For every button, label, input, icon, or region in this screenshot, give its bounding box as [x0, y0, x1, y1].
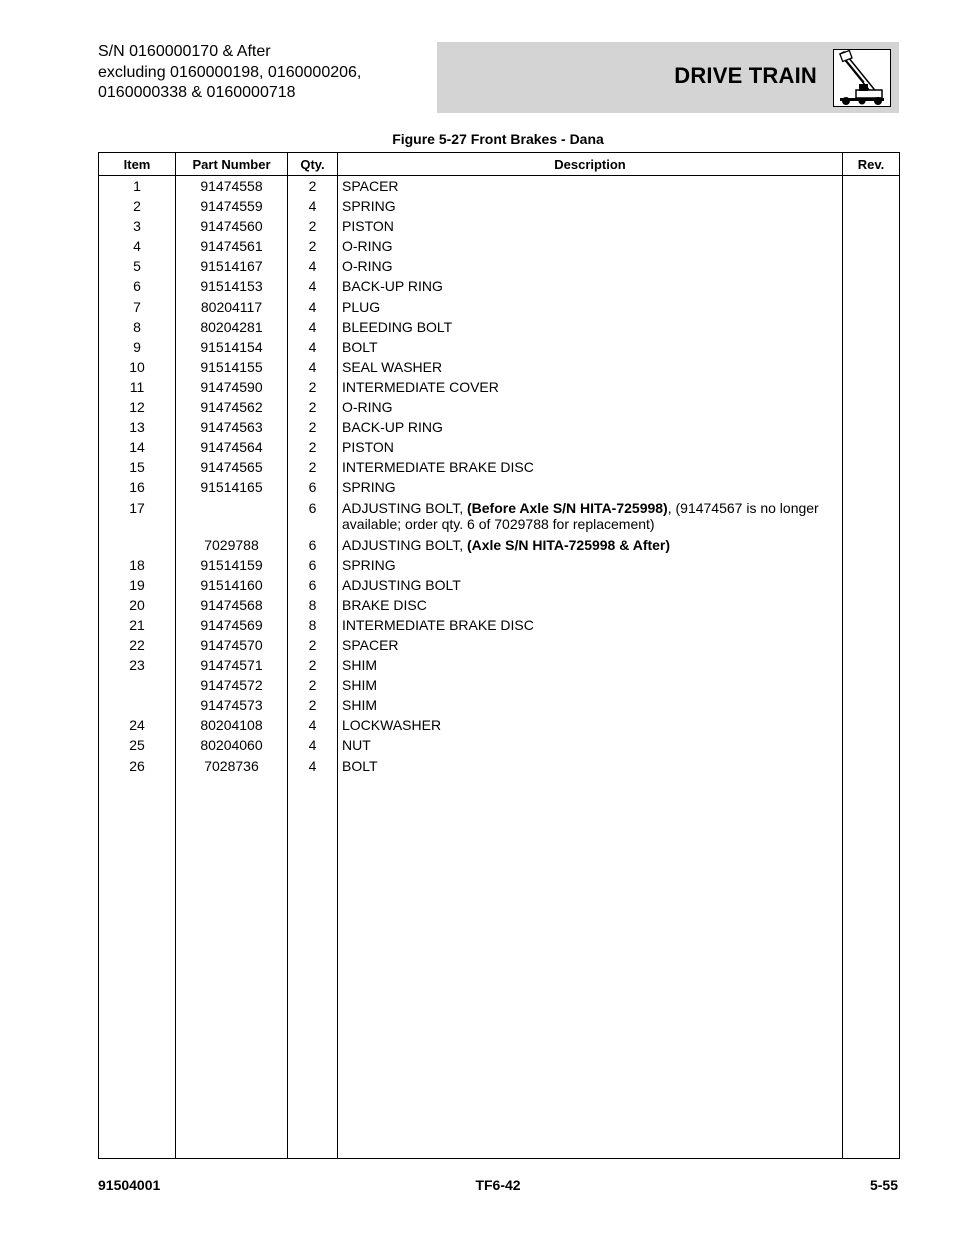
item-cell: 18 — [99, 557, 176, 577]
part-number-cell: 91474563 — [176, 419, 288, 439]
description-cell — [338, 697, 843, 717]
rev-cell — [843, 557, 900, 577]
description-text: INTERMEDIATE COVER — [342, 378, 499, 395]
footer-manual-number: 91504001 — [98, 1177, 161, 1193]
table-row — [99, 339, 900, 359]
part-number-cell: 91514155 — [176, 359, 288, 379]
section-header — [437, 42, 899, 113]
rev-cell — [843, 677, 900, 697]
item-cell: 23 — [99, 657, 176, 677]
table-row — [99, 717, 900, 737]
item-cell: 9 — [99, 339, 176, 359]
description-cell — [338, 657, 843, 677]
description-bold-text: (Before Axle S/N HITA-725998) — [466, 499, 668, 516]
part-number-cell: 91474573 — [176, 697, 288, 717]
description-text: SHIM — [342, 697, 377, 714]
part-number-cell: 80204108 — [176, 717, 288, 737]
qty-cell: 2 — [288, 439, 338, 459]
rev-cell — [843, 278, 900, 298]
item-cell: 16 — [99, 479, 176, 499]
part-number-cell — [176, 500, 288, 537]
rev-cell — [843, 339, 900, 359]
rev-cell — [843, 758, 900, 778]
table-row — [99, 299, 900, 319]
part-number-cell: 91474572 — [176, 677, 288, 697]
part-number-cell: 91474565 — [176, 459, 288, 479]
rev-cell — [843, 359, 900, 379]
part-number-cell: 91514160 — [176, 577, 288, 597]
item-cell: 6 — [99, 278, 176, 298]
description-cell — [338, 176, 843, 199]
description-cell — [338, 737, 843, 757]
column-header-qty: Qty. — [288, 153, 338, 176]
description-cell — [338, 577, 843, 597]
description-cell — [338, 319, 843, 339]
description-text: PLUG — [342, 298, 381, 315]
part-number-cell: 91474569 — [176, 617, 288, 637]
table-row — [99, 359, 900, 379]
description-text: O-RING — [342, 399, 393, 416]
item-cell: 1 — [99, 176, 176, 199]
part-number-cell: 91514165 — [176, 479, 288, 499]
item-cell: 2 — [99, 198, 176, 218]
boom-lift-icon — [833, 49, 891, 107]
qty-cell: 6 — [288, 577, 338, 597]
table-header-row — [99, 153, 900, 176]
qty-cell: 4 — [288, 758, 338, 778]
description-cell — [338, 479, 843, 499]
description-cell — [338, 379, 843, 399]
item-cell: 25 — [99, 737, 176, 757]
table-row — [99, 198, 900, 218]
item-cell — [99, 537, 176, 557]
description-text: LOCKWASHER — [342, 717, 442, 734]
qty-cell: 8 — [288, 617, 338, 637]
parts-table-body — [99, 176, 900, 1159]
item-cell: 4 — [99, 238, 176, 258]
table-row — [99, 176, 900, 199]
rev-cell — [843, 657, 900, 677]
item-cell — [99, 677, 176, 697]
qty-cell: 4 — [288, 278, 338, 298]
part-number-cell: 7028736 — [176, 758, 288, 778]
description-cell — [338, 537, 843, 557]
description-cell — [338, 597, 843, 617]
table-row — [99, 758, 900, 778]
item-cell: 10 — [99, 359, 176, 379]
rev-cell — [843, 597, 900, 617]
qty-cell: 4 — [288, 258, 338, 278]
column-header-rev: Rev. — [843, 153, 900, 176]
item-cell: 21 — [99, 617, 176, 637]
description-text: , (91474567 is no longer available; order qty. 6 of 7029788 for replacement) — [342, 499, 819, 532]
item-cell: 26 — [99, 758, 176, 778]
part-number-cell: 91474590 — [176, 379, 288, 399]
description-bold-text: (Axle S/N HITA-725998 & After) — [466, 536, 671, 553]
description-text: SPRING — [342, 479, 396, 496]
description-cell — [338, 339, 843, 359]
description-text: PISTON — [342, 439, 394, 456]
empty-cell — [288, 778, 338, 1159]
description-cell — [338, 758, 843, 778]
qty-cell: 6 — [288, 479, 338, 499]
part-number-cell: 80204281 — [176, 319, 288, 339]
qty-cell: 4 — [288, 737, 338, 757]
item-cell: 11 — [99, 379, 176, 399]
column-header-part-number: Part Number — [176, 153, 288, 176]
rev-cell — [843, 697, 900, 717]
item-cell: 5 — [99, 258, 176, 278]
rev-cell — [843, 319, 900, 339]
description-text: SPRING — [342, 556, 396, 573]
table-row — [99, 319, 900, 339]
qty-cell: 2 — [288, 238, 338, 258]
rev-cell — [843, 537, 900, 557]
table-row — [99, 597, 900, 617]
part-number-cell: 91514167 — [176, 258, 288, 278]
rev-cell — [843, 500, 900, 537]
description-text: SEAL WASHER — [342, 358, 443, 375]
description-text: ADJUSTING BOLT — [342, 576, 461, 593]
qty-cell: 4 — [288, 299, 338, 319]
part-number-cell: 91474564 — [176, 439, 288, 459]
column-header-description: Description — [338, 153, 843, 176]
rev-cell — [843, 439, 900, 459]
description-text: SPACER — [342, 178, 399, 194]
qty-cell: 4 — [288, 359, 338, 379]
part-number-cell: 91474568 — [176, 597, 288, 617]
qty-cell: 2 — [288, 399, 338, 419]
item-cell: 13 — [99, 419, 176, 439]
rev-cell — [843, 198, 900, 218]
item-cell: 24 — [99, 717, 176, 737]
table-row — [99, 557, 900, 577]
item-cell: 17 — [99, 500, 176, 537]
description-text: O-RING — [342, 238, 393, 255]
qty-cell: 6 — [288, 557, 338, 577]
table-row — [99, 439, 900, 459]
parts-table — [98, 152, 900, 1159]
table-row — [99, 479, 900, 499]
empty-cell — [338, 778, 843, 1159]
item-cell: 20 — [99, 597, 176, 617]
description-text: BRAKE DISC — [342, 596, 427, 613]
qty-cell: 2 — [288, 459, 338, 479]
serial-line: excluding 0160000198, 0160000206, — [98, 63, 362, 81]
table-row — [99, 459, 900, 479]
description-cell — [338, 419, 843, 439]
qty-cell: 2 — [288, 218, 338, 238]
description-cell — [338, 617, 843, 637]
qty-cell: 4 — [288, 339, 338, 359]
qty-cell: 6 — [288, 500, 338, 537]
table-row — [99, 238, 900, 258]
item-cell: 3 — [99, 218, 176, 238]
description-text: SHIM — [342, 657, 377, 674]
table-row — [99, 537, 900, 557]
part-number-cell: 91474570 — [176, 637, 288, 657]
description-text: BACK-UP RING — [342, 278, 443, 295]
item-cell: 19 — [99, 577, 176, 597]
description-cell — [338, 459, 843, 479]
part-number-cell: 91514159 — [176, 557, 288, 577]
description-text: SPRING — [342, 198, 396, 215]
qty-cell: 6 — [288, 537, 338, 557]
qty-cell: 2 — [288, 176, 338, 199]
rev-cell — [843, 218, 900, 238]
qty-cell: 2 — [288, 637, 338, 657]
description-cell — [338, 238, 843, 258]
part-number-cell: 80204060 — [176, 737, 288, 757]
description-cell — [338, 218, 843, 238]
table-row — [99, 399, 900, 419]
rev-cell — [843, 379, 900, 399]
description-cell — [338, 278, 843, 298]
rev-cell — [843, 479, 900, 499]
description-cell — [338, 717, 843, 737]
description-cell — [338, 637, 843, 657]
rev-cell — [843, 258, 900, 278]
part-number-cell: 91474571 — [176, 657, 288, 677]
rev-cell — [843, 399, 900, 419]
part-number-cell: 91474561 — [176, 238, 288, 258]
table-row — [99, 737, 900, 757]
description-cell — [338, 439, 843, 459]
description-text: INTERMEDIATE BRAKE DISC — [342, 616, 534, 633]
part-number-cell: 91514154 — [176, 339, 288, 359]
table-row — [99, 500, 900, 537]
item-cell: 12 — [99, 399, 176, 419]
rev-cell — [843, 238, 900, 258]
qty-cell: 4 — [288, 717, 338, 737]
description-text: ADJUSTING BOLT, — [342, 536, 467, 553]
description-text: O-RING — [342, 258, 393, 275]
rev-cell — [843, 176, 900, 199]
description-text: BLEEDING BOLT — [342, 318, 453, 335]
description-text: BOLT — [342, 757, 378, 774]
description-text: SHIM — [342, 677, 377, 694]
part-number-cell: 7029788 — [176, 537, 288, 557]
description-text: ADJUSTING BOLT, — [342, 499, 467, 516]
description-text: PISTON — [342, 218, 394, 235]
rev-cell — [843, 617, 900, 637]
footer-page-code: TF6-42 — [475, 1177, 521, 1193]
part-number-cell: 91474560 — [176, 218, 288, 238]
empty-cell — [843, 778, 900, 1159]
description-text: INTERMEDIATE BRAKE DISC — [342, 459, 534, 476]
table-row — [99, 577, 900, 597]
rev-cell — [843, 637, 900, 657]
qty-cell: 2 — [288, 419, 338, 439]
item-cell: 15 — [99, 459, 176, 479]
qty-cell: 8 — [288, 597, 338, 617]
description-cell — [338, 359, 843, 379]
qty-cell: 4 — [288, 198, 338, 218]
description-cell — [338, 258, 843, 278]
part-number-cell: 91514153 — [176, 278, 288, 298]
item-cell — [99, 697, 176, 717]
description-text: BOLT — [342, 338, 378, 355]
table-row — [99, 657, 900, 677]
qty-cell: 2 — [288, 379, 338, 399]
description-text: BACK-UP RING — [342, 419, 443, 436]
table-row — [99, 697, 900, 717]
empty-cell — [99, 778, 176, 1159]
qty-cell: 2 — [288, 657, 338, 677]
description-cell — [338, 557, 843, 577]
part-number-cell: 91474562 — [176, 399, 288, 419]
table-row — [99, 677, 900, 697]
part-number-cell: 80204117 — [176, 299, 288, 319]
description-text: SPACER — [342, 636, 399, 653]
table-row — [99, 617, 900, 637]
table-row — [99, 379, 900, 399]
rev-cell — [843, 299, 900, 319]
serial-line: S/N 0160000170 & After — [98, 43, 271, 60]
rev-cell — [843, 459, 900, 479]
description-cell — [338, 198, 843, 218]
table-row — [99, 419, 900, 439]
item-cell: 8 — [99, 319, 176, 339]
rev-cell — [843, 717, 900, 737]
section-title: DRIVE TRAIN — [674, 63, 817, 88]
description-cell — [338, 399, 843, 419]
rev-cell — [843, 577, 900, 597]
qty-cell: 2 — [288, 697, 338, 717]
table-row — [99, 637, 900, 657]
empty-cell — [176, 778, 288, 1159]
description-cell — [338, 299, 843, 319]
column-header-item: Item — [99, 153, 176, 176]
description-text: NUT — [342, 737, 371, 754]
part-number-cell: 91474559 — [176, 198, 288, 218]
qty-cell: 4 — [288, 319, 338, 339]
item-cell: 14 — [99, 439, 176, 459]
item-cell: 22 — [99, 637, 176, 657]
table-row — [99, 218, 900, 238]
footer-page-number: 5-55 — [869, 1177, 898, 1193]
qty-cell: 2 — [288, 677, 338, 697]
rev-cell — [843, 419, 900, 439]
table-row — [99, 278, 900, 298]
item-cell: 7 — [99, 299, 176, 319]
serial-line: 0160000338 & 0160000718 — [98, 84, 296, 101]
description-cell — [338, 500, 843, 537]
serial-range — [98, 42, 428, 104]
rev-cell — [843, 737, 900, 757]
part-number-cell: 91474558 — [176, 176, 288, 199]
table-filler-row — [99, 778, 900, 1159]
description-cell — [338, 677, 843, 697]
table-row — [99, 258, 900, 278]
figure-title: Figure 5-27 Front Brakes - Dana — [392, 131, 604, 147]
